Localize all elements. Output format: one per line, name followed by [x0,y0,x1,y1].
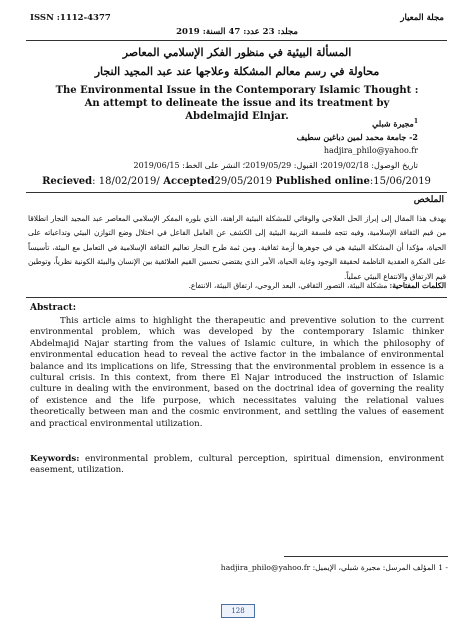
issn: ISSN :1112-4377 [30,13,111,23]
volume-line: مجلد: 23 عدد: 47 السنة: 2019 [176,27,298,37]
footnote-marker: 1 - [438,563,448,572]
dates-rule [26,192,447,193]
author-sup: 1 [413,118,418,125]
journal-name: مجلة المعيار [400,13,444,23]
footnote-email: hadjira_philo@yahoo.fr [220,563,311,572]
abstract-ar-text: يهدف هذا المقال إلى إبراز الحل العلاجي والوقائي للمشكلة البيئية الراهنة، الذي بلوره المفكر الإسلامي المعاصر عبد المجيد النجار انطلاقا من قيم الثقافة الإسلامية، وفيه تتجه فلسفة التربية البيئية إلى الكشف عن العامل الفاعل في اختلال وضع التوازن البيئي وتداعياته على الحياة، مؤكدا أن المشكلة البيئية هي في جوهرها أزمة ثقافية. ومن ثمة طرح النجار تعاليم الثقافة الإسلامية في التعامل مع البيئة، تأسيساً على الفكرة العقدية الناظمة لحقيقة الوجود وغاية الحياة، الأمر الذي يقتضي تحسين القيم العلائقية بين الإنسان والبيئة الكونية نظرياً، وتوطين قيم الارتفاق والانتفاع البيئي عملياً. [28,214,446,281]
dates-ar: تاريخ الوصول: 2019/02/18؛ القبول: 2019/05/29؛ النشر على الخط: 2019/06/15 [133,161,418,170]
keywords-en: Keywords: environmental problem, cultural perception, spiritual dimension, environment easement, utilization. [30,454,444,476]
page-number: 128 [221,604,255,618]
title-ar-2: محاولة في رسم معالم المشكلة وعلاجها عند عبد المجيد النجار [94,65,380,78]
title-ar-1: المسألة البيئية في منظور الفكر الإسلامي المعاصر [122,46,352,59]
author-affiliation: 2- جامعة محمد لمين دباغين سطيف [296,132,418,142]
footnote [148,563,448,572]
abstract-en-text: This article aims to highlight the therapeutic and preventive solution to the current environmental problem, which was developed by the contemporary Islamic thinker Abdelmajid Najar starting from the values of Islamic culture, in which the philosophy of environmental education head to reveal the active factor in the imbalance of environmental balance and its implications on life, Stressing that the environmental problem in essence is a cultural crisis. In this context, from there El Najar introduced the instruction of Islamic culture in dealing with the environment, based on the doctrinal idea of governing the reality of existence and the life purpose, which necessitates valuing the relational values theoretically between man and the cosmic environment, and settling the values of easement and practical environmental utilization. [30,316,444,429]
abstract-en-heading: Abstract: [30,303,77,313]
header-rule [26,40,447,41]
keywords-ar: الكلمات المفتاحية: مشكلة البيئة، التصور الثقافي، البعد الروحي، ارتفاق البيئة، الانتفاع. [188,281,446,290]
dates-en: Recieved: 18/02/2019/ Accepted29/05/2019 Published online:15/06/2019 [42,176,431,187]
author-name: $^1$مجيرة شبلي [372,118,418,129]
abstract-ar-heading: الملخص [413,195,444,205]
abstract-rule [26,297,447,298]
author-email: hadjira_philo@yahoo.fr [323,146,418,155]
footnote-text: المؤلف المرسل: مجيرة شبلي، الإيميل: [312,563,436,572]
title-en: The Environmental Issue in the Contemporary Islamic Thought : An attempt to delineate the issue and its treatment by Abdelmajid Elnjar. [55,85,419,122]
footnote-rule [284,556,448,557]
